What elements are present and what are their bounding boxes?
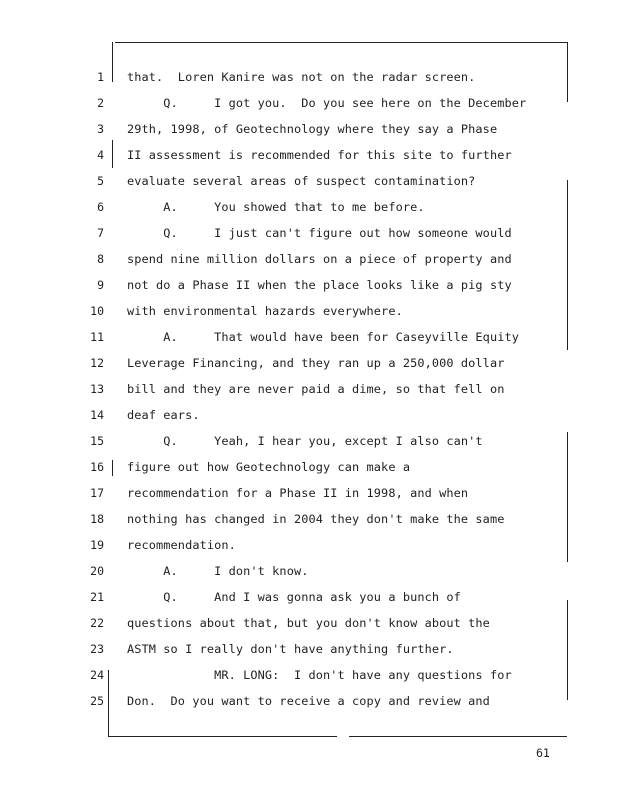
line-number: 20 (90, 564, 104, 578)
line-text: 29th, 1998, of Geotechnology where they say a Phase (127, 122, 498, 136)
line-text: questions about that, but you don't know about the (127, 616, 490, 630)
transcript-line (0, 96, 618, 122)
transcript-line (0, 252, 618, 278)
transcript-line (0, 408, 618, 434)
line-number: 18 (90, 512, 104, 526)
line-number: 1 (97, 70, 104, 84)
transcript-line (0, 564, 618, 590)
line-text: Don. Do you want to receive a copy and review and (127, 694, 490, 708)
transcript-line (0, 460, 618, 486)
line-number: 23 (90, 642, 104, 656)
line-text: recommendation. (127, 538, 236, 552)
transcript-line (0, 122, 618, 148)
line-text: figure out how Geotechnology can make a (127, 460, 411, 474)
line-text: MR. LONG: I don't have any questions for (127, 668, 512, 682)
transcript-line (0, 668, 618, 694)
transcript-line (0, 304, 618, 330)
transcript-line (0, 278, 618, 304)
transcript-line (0, 486, 618, 512)
transcript-line (0, 70, 618, 96)
line-text: bill and they are never paid a dime, so that fell on (127, 382, 505, 396)
line-text: Leverage Financing, and they ran up a 250,000 dollar (127, 356, 505, 370)
line-text: Q. I got you. Do you see here on the December (127, 96, 527, 110)
line-number: 12 (90, 356, 104, 370)
line-text: Q. And I was gonna ask you a bunch of (127, 590, 461, 604)
transcript-line (0, 616, 618, 642)
line-text: ASTM so I really don't have anything further. (127, 642, 454, 656)
line-number: 14 (90, 408, 104, 422)
frame-top-rule (115, 42, 568, 43)
transcript-line (0, 694, 618, 720)
transcript-line (0, 434, 618, 460)
transcript-line (0, 356, 618, 382)
line-text: A. I don't know. (127, 564, 309, 578)
page-number: 61 (536, 746, 550, 760)
transcript-line (0, 330, 618, 356)
line-text: deaf ears. (127, 408, 200, 422)
line-number: 15 (90, 434, 104, 448)
line-text: A. You showed that to me before. (127, 200, 425, 214)
frame-bottom-gap (337, 735, 349, 737)
line-text: that. Loren Kanire was not on the radar screen. (127, 70, 476, 84)
line-text: with environmental hazards everywhere. (127, 304, 403, 318)
transcript-line (0, 174, 618, 200)
line-number: 5 (97, 174, 104, 188)
line-number: 7 (97, 226, 104, 240)
line-number: 13 (90, 382, 104, 396)
line-number: 8 (97, 252, 104, 266)
line-text: spend nine million dollars on a piece of property and (127, 252, 512, 266)
line-number: 2 (97, 96, 104, 110)
transcript-line (0, 148, 618, 174)
line-number: 24 (90, 668, 104, 682)
line-number: 22 (90, 616, 104, 630)
line-number: 6 (97, 200, 104, 214)
line-text: A. That would have been for Caseyville Equity (127, 330, 519, 344)
transcript-line (0, 590, 618, 616)
transcript-line (0, 642, 618, 668)
line-number: 3 (97, 122, 104, 136)
line-number: 25 (90, 694, 104, 708)
line-text: nothing has changed in 2004 they don't make the same (127, 512, 505, 526)
line-number: 16 (90, 460, 104, 474)
transcript-line (0, 538, 618, 564)
line-text: Q. Yeah, I hear you, except I also can't (127, 434, 483, 448)
transcript-line (0, 226, 618, 252)
line-text: II assessment is recommended for this site to further (127, 148, 512, 162)
line-text: not do a Phase II when the place looks like a pig sty (127, 278, 512, 292)
line-number: 4 (97, 148, 104, 162)
line-number: 11 (90, 330, 104, 344)
line-text: recommendation for a Phase II in 1998, and when (127, 486, 469, 500)
line-number: 10 (90, 304, 104, 318)
line-number: 19 (90, 538, 104, 552)
line-text: evaluate several areas of suspect contamination? (127, 174, 476, 188)
line-number: 9 (97, 278, 104, 292)
transcript-line (0, 200, 618, 226)
transcript-line (0, 512, 618, 538)
line-number: 17 (90, 486, 104, 500)
line-number: 21 (90, 590, 104, 604)
transcript-line (0, 382, 618, 408)
line-text: Q. I just can't figure out how someone would (127, 226, 512, 240)
